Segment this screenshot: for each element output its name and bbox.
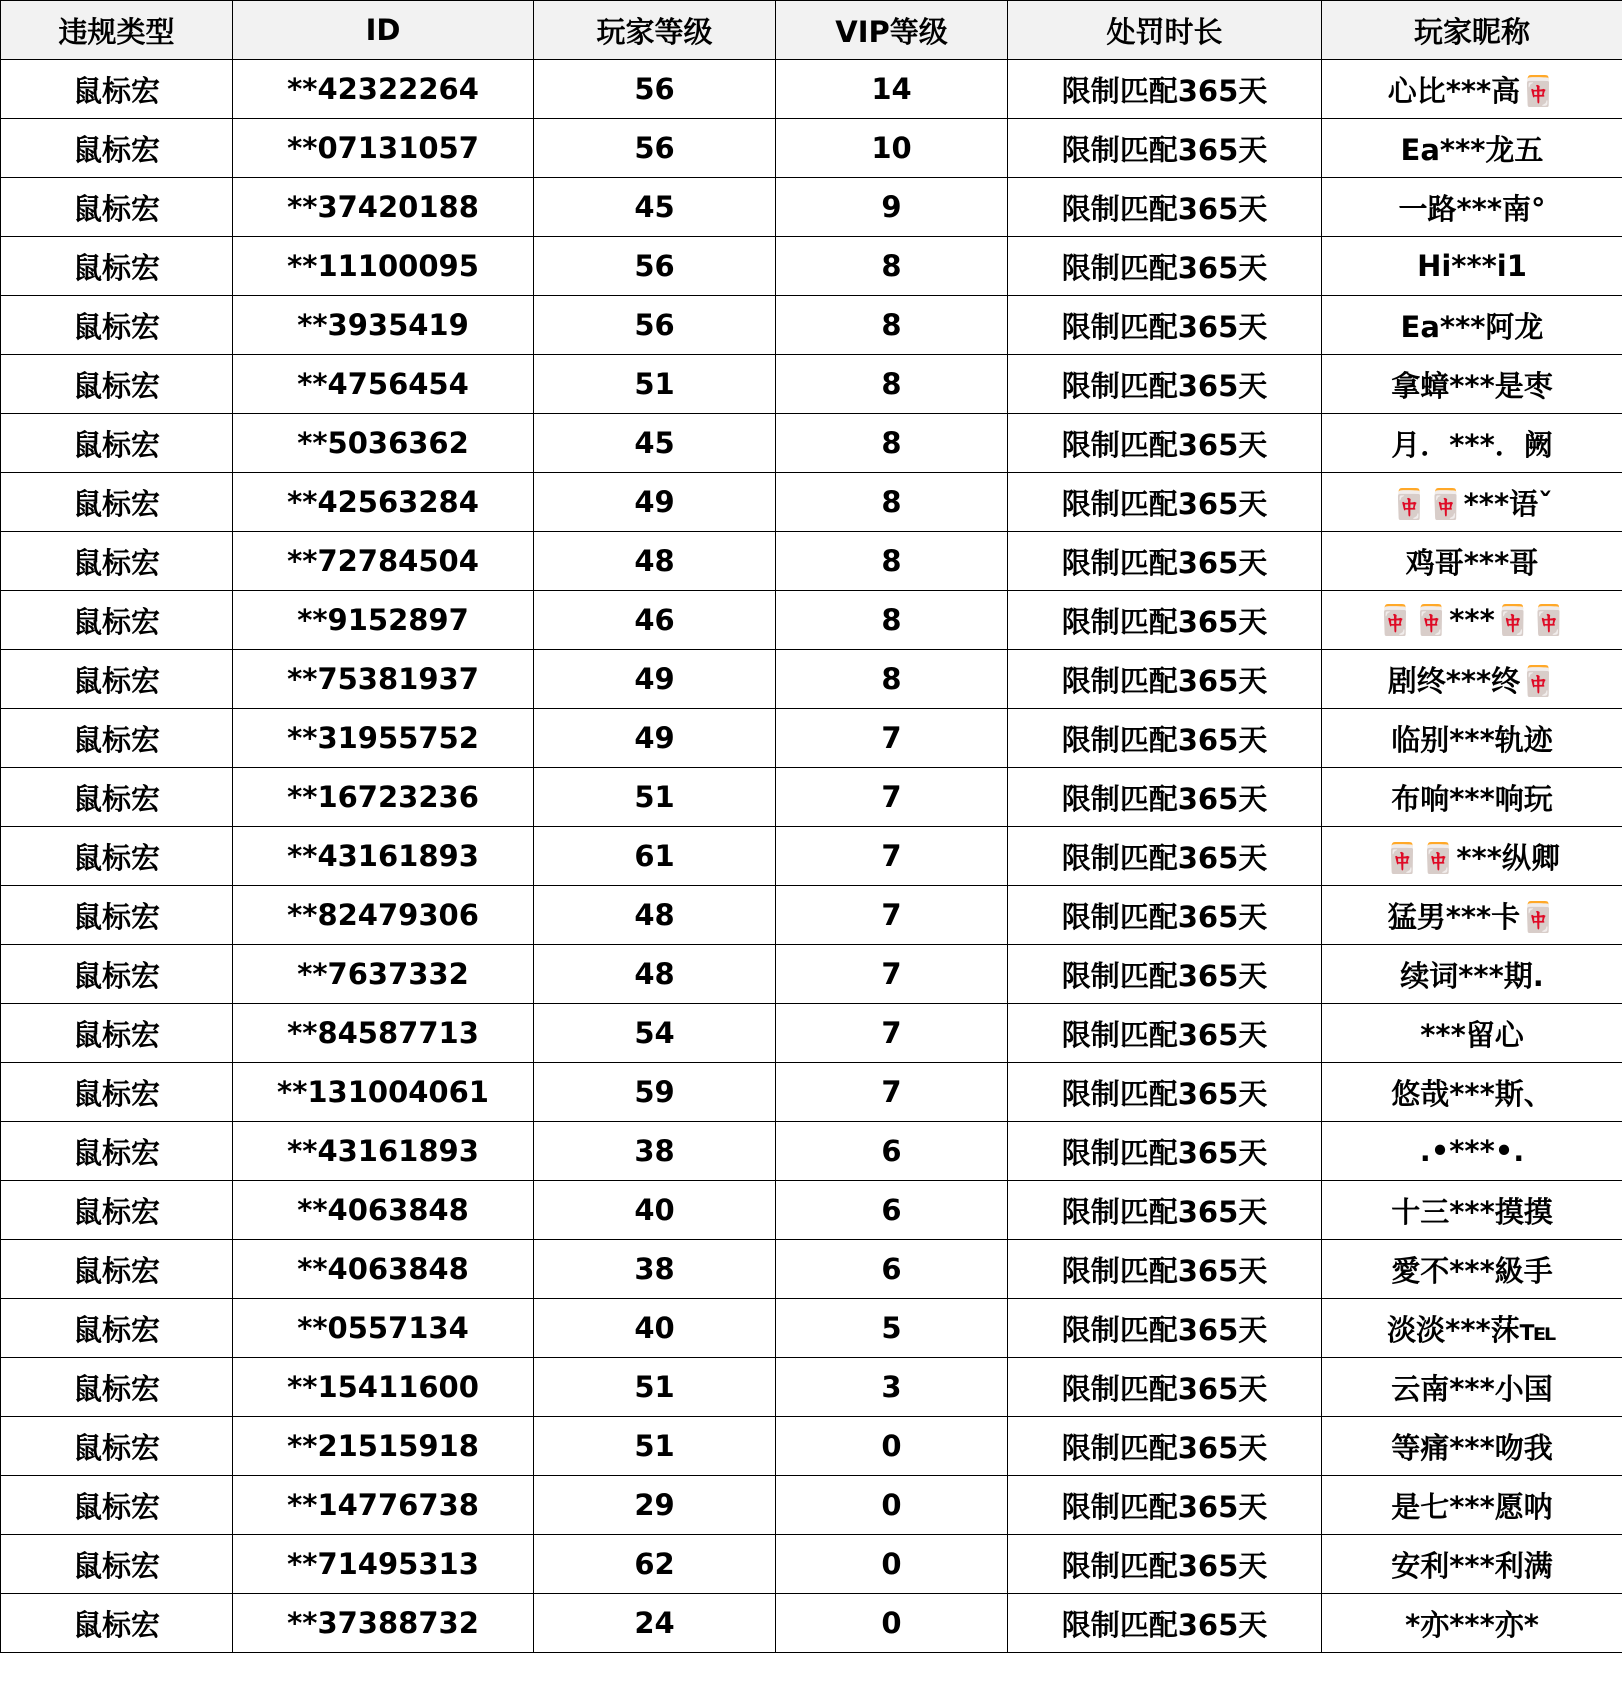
- penalty-duration-cell: 限制匹配365天: [1008, 1476, 1322, 1535]
- player-level-cell: 56: [534, 296, 776, 355]
- vip-level-cell: 8: [776, 237, 1008, 296]
- violation-type-cell: 鼠标宏: [1, 355, 233, 414]
- id-cell: **84587713: [233, 1004, 534, 1063]
- vip-level-cell: 7: [776, 886, 1008, 945]
- vip-level-cell: 7: [776, 1063, 1008, 1122]
- penalty-duration-cell: 限制匹配365天: [1008, 532, 1322, 591]
- player-level-cell: 56: [534, 237, 776, 296]
- nickname-cell: Ea***阿龙: [1322, 296, 1622, 355]
- table-row: [1, 945, 1622, 1004]
- header-row: [1, 1, 1622, 60]
- violation-type-cell: 鼠标宏: [1, 945, 233, 1004]
- penalty-duration-cell: 限制匹配365天: [1008, 119, 1322, 178]
- nickname-cell: 🀄🀄***🀄🀄: [1322, 591, 1622, 650]
- id-cell: **3935419: [233, 296, 534, 355]
- table-row: [1, 591, 1622, 650]
- nickname-cell: 一路***南°: [1322, 178, 1622, 237]
- player-level-cell: 49: [534, 650, 776, 709]
- player-level-cell: 29: [534, 1476, 776, 1535]
- table-row: [1, 1004, 1622, 1063]
- id-cell: **43161893: [233, 1122, 534, 1181]
- violation-type-cell: 鼠标宏: [1, 532, 233, 591]
- table-row: [1, 1299, 1622, 1358]
- player-level-cell: 24: [534, 1594, 776, 1653]
- player-level-cell: 48: [534, 532, 776, 591]
- id-cell: **37420188: [233, 178, 534, 237]
- player-level-cell: 61: [534, 827, 776, 886]
- nickname-cell: 心比***高🀄: [1322, 60, 1622, 119]
- vip-level-cell: 8: [776, 473, 1008, 532]
- id-cell: **9152897: [233, 591, 534, 650]
- id-cell: **42563284: [233, 473, 534, 532]
- nickname-cell: 猛男***卡🀄: [1322, 886, 1622, 945]
- violation-type-cell: 鼠标宏: [1, 591, 233, 650]
- violation-type-cell: 鼠标宏: [1, 1122, 233, 1181]
- table-row: [1, 1122, 1622, 1181]
- nickname-cell: 续词***期.: [1322, 945, 1622, 1004]
- vip-level-cell: 3: [776, 1358, 1008, 1417]
- vip-level-cell: 5: [776, 1299, 1008, 1358]
- nickname-cell: 月．***．阙: [1322, 414, 1622, 473]
- table-row: [1, 1181, 1622, 1240]
- penalty-duration-cell: 限制匹配365天: [1008, 709, 1322, 768]
- player-level-cell: 48: [534, 886, 776, 945]
- vip-level-cell: 7: [776, 709, 1008, 768]
- id-cell: **11100095: [233, 237, 534, 296]
- player-level-cell: 51: [534, 1358, 776, 1417]
- nickname-cell: 悠哉***斯、: [1322, 1063, 1622, 1122]
- vip-level-cell: 6: [776, 1181, 1008, 1240]
- penalty-duration-cell: 限制匹配365天: [1008, 473, 1322, 532]
- id-cell: **71495313: [233, 1535, 534, 1594]
- nickname-cell: 十三***摸摸: [1322, 1181, 1622, 1240]
- player-level-cell: 45: [534, 178, 776, 237]
- vip-level-cell: 7: [776, 827, 1008, 886]
- nickname-cell: ***留心: [1322, 1004, 1622, 1063]
- table-row: [1, 1594, 1622, 1653]
- penalty-duration-cell: 限制匹配365天: [1008, 1594, 1322, 1653]
- violation-type-cell: 鼠标宏: [1, 1535, 233, 1594]
- penalty-duration-cell: 限制匹配365天: [1008, 1535, 1322, 1594]
- nickname-cell: 安利***利满: [1322, 1535, 1622, 1594]
- id-cell: **43161893: [233, 827, 534, 886]
- header-player-nickname: 玩家昵称: [1322, 1, 1622, 60]
- vip-level-cell: 8: [776, 532, 1008, 591]
- table-row: [1, 119, 1622, 178]
- violation-type-cell: 鼠标宏: [1, 827, 233, 886]
- violation-type-cell: 鼠标宏: [1, 178, 233, 237]
- violation-type-cell: 鼠标宏: [1, 650, 233, 709]
- nickname-cell: 剧终***终🀄: [1322, 650, 1622, 709]
- player-level-cell: 38: [534, 1240, 776, 1299]
- table-row: [1, 355, 1622, 414]
- table-row: [1, 827, 1622, 886]
- player-level-cell: 59: [534, 1063, 776, 1122]
- vip-level-cell: 8: [776, 650, 1008, 709]
- vip-level-cell: 14: [776, 60, 1008, 119]
- violation-type-cell: 鼠标宏: [1, 1358, 233, 1417]
- violation-type-cell: 鼠标宏: [1, 60, 233, 119]
- player-level-cell: 56: [534, 119, 776, 178]
- penalty-duration-cell: 限制匹配365天: [1008, 1240, 1322, 1299]
- id-cell: **7637332: [233, 945, 534, 1004]
- penalty-duration-cell: 限制匹配365天: [1008, 414, 1322, 473]
- nickname-cell: 淡淡***莯℡: [1322, 1299, 1622, 1358]
- player-level-cell: 45: [534, 414, 776, 473]
- table-row: [1, 1476, 1622, 1535]
- penalty-duration-cell: 限制匹配365天: [1008, 827, 1322, 886]
- player-level-cell: 56: [534, 60, 776, 119]
- penalty-duration-cell: 限制匹配365天: [1008, 1063, 1322, 1122]
- vip-level-cell: 9: [776, 178, 1008, 237]
- table-body: [1, 60, 1622, 1653]
- player-level-cell: 62: [534, 1535, 776, 1594]
- table-row: [1, 473, 1622, 532]
- id-cell: **07131057: [233, 119, 534, 178]
- id-cell: **37388732: [233, 1594, 534, 1653]
- penalty-duration-cell: 限制匹配365天: [1008, 60, 1322, 119]
- penalty-duration-cell: 限制匹配365天: [1008, 1299, 1322, 1358]
- nickname-cell: Hi***i1: [1322, 237, 1622, 296]
- penalty-duration-cell: 限制匹配365天: [1008, 178, 1322, 237]
- penalty-duration-cell: 限制匹配365天: [1008, 768, 1322, 827]
- table-row: [1, 1358, 1622, 1417]
- player-level-cell: 46: [534, 591, 776, 650]
- id-cell: **31955752: [233, 709, 534, 768]
- header-player-level: 玩家等级: [534, 1, 776, 60]
- id-cell: **15411600: [233, 1358, 534, 1417]
- vip-level-cell: 0: [776, 1417, 1008, 1476]
- penalty-duration-cell: 限制匹配365天: [1008, 1358, 1322, 1417]
- violation-type-cell: 鼠标宏: [1, 414, 233, 473]
- vip-level-cell: 0: [776, 1535, 1008, 1594]
- penalty-duration-cell: 限制匹配365天: [1008, 355, 1322, 414]
- nickname-cell: 等痛***吻我: [1322, 1417, 1622, 1476]
- table-row: [1, 1417, 1622, 1476]
- table-row: [1, 296, 1622, 355]
- violation-type-cell: 鼠标宏: [1, 1476, 233, 1535]
- violation-type-cell: 鼠标宏: [1, 886, 233, 945]
- player-level-cell: 51: [534, 1417, 776, 1476]
- nickname-cell: 🀄🀄***语ˇ: [1322, 473, 1622, 532]
- nickname-cell: 布响***响玩: [1322, 768, 1622, 827]
- id-cell: **4063848: [233, 1181, 534, 1240]
- id-cell: **75381937: [233, 650, 534, 709]
- nickname-cell: 云南***小国: [1322, 1358, 1622, 1417]
- penalty-duration-cell: 限制匹配365天: [1008, 1181, 1322, 1240]
- player-level-cell: 51: [534, 768, 776, 827]
- vip-level-cell: 6: [776, 1122, 1008, 1181]
- id-cell: **72784504: [233, 532, 534, 591]
- violation-type-cell: 鼠标宏: [1, 473, 233, 532]
- penalty-duration-cell: 限制匹配365天: [1008, 1417, 1322, 1476]
- player-level-cell: 40: [534, 1181, 776, 1240]
- nickname-cell: 鸡哥***哥: [1322, 532, 1622, 591]
- penalty-duration-cell: 限制匹配365天: [1008, 650, 1322, 709]
- id-cell: **4063848: [233, 1240, 534, 1299]
- id-cell: **0557134: [233, 1299, 534, 1358]
- vip-level-cell: 10: [776, 119, 1008, 178]
- vip-level-cell: 7: [776, 1004, 1008, 1063]
- vip-level-cell: 8: [776, 414, 1008, 473]
- nickname-cell: 🀄🀄***纵卿: [1322, 827, 1622, 886]
- violation-type-cell: 鼠标宏: [1, 1063, 233, 1122]
- nickname-cell: 临别***轨迹: [1322, 709, 1622, 768]
- vip-level-cell: 0: [776, 1476, 1008, 1535]
- violation-type-cell: 鼠标宏: [1, 1240, 233, 1299]
- penalty-duration-cell: 限制匹配365天: [1008, 1122, 1322, 1181]
- player-level-cell: 51: [534, 355, 776, 414]
- violation-type-cell: 鼠标宏: [1, 1299, 233, 1358]
- penalty-duration-cell: 限制匹配365天: [1008, 237, 1322, 296]
- player-level-cell: 49: [534, 473, 776, 532]
- table-row: [1, 709, 1622, 768]
- header-penalty-duration: 处罚时长: [1008, 1, 1322, 60]
- id-cell: **131004061: [233, 1063, 534, 1122]
- table-row: [1, 1240, 1622, 1299]
- table-row: [1, 768, 1622, 827]
- header-vip-level: VIP等级: [776, 1, 1008, 60]
- nickname-cell: 拿蟑***是枣: [1322, 355, 1622, 414]
- header-id: ID: [233, 1, 534, 60]
- violation-type-cell: 鼠标宏: [1, 1417, 233, 1476]
- player-level-cell: 48: [534, 945, 776, 1004]
- penalty-duration-cell: 限制匹配365天: [1008, 296, 1322, 355]
- violation-type-cell: 鼠标宏: [1, 1004, 233, 1063]
- vip-level-cell: 8: [776, 355, 1008, 414]
- id-cell: **16723236: [233, 768, 534, 827]
- table-row: [1, 1063, 1622, 1122]
- violation-type-cell: 鼠标宏: [1, 709, 233, 768]
- nickname-cell: Ea***龙五: [1322, 119, 1622, 178]
- vip-level-cell: 7: [776, 945, 1008, 1004]
- id-cell: **14776738: [233, 1476, 534, 1535]
- id-cell: **21515918: [233, 1417, 534, 1476]
- vip-level-cell: 8: [776, 296, 1008, 355]
- table-row: [1, 237, 1622, 296]
- vip-level-cell: 6: [776, 1240, 1008, 1299]
- table-row: [1, 886, 1622, 945]
- table-row: [1, 532, 1622, 591]
- player-level-cell: 49: [534, 709, 776, 768]
- header-violation-type: 违规类型: [1, 1, 233, 60]
- penalty-duration-cell: 限制匹配365天: [1008, 1004, 1322, 1063]
- nickname-cell: 是七***愿呐: [1322, 1476, 1622, 1535]
- table-row: [1, 414, 1622, 473]
- penalty-duration-cell: 限制匹配365天: [1008, 945, 1322, 1004]
- vip-level-cell: 7: [776, 768, 1008, 827]
- player-level-cell: 54: [534, 1004, 776, 1063]
- violation-type-cell: 鼠标宏: [1, 768, 233, 827]
- penalty-duration-cell: 限制匹配365天: [1008, 886, 1322, 945]
- violation-type-cell: 鼠标宏: [1, 296, 233, 355]
- vip-level-cell: 8: [776, 591, 1008, 650]
- penalty-duration-cell: 限制匹配365天: [1008, 591, 1322, 650]
- violation-type-cell: 鼠标宏: [1, 119, 233, 178]
- id-cell: **5036362: [233, 414, 534, 473]
- violation-type-cell: 鼠标宏: [1, 237, 233, 296]
- vip-level-cell: 0: [776, 1594, 1008, 1653]
- id-cell: **4756454: [233, 355, 534, 414]
- id-cell: **82479306: [233, 886, 534, 945]
- id-cell: **42322264: [233, 60, 534, 119]
- violation-type-cell: 鼠标宏: [1, 1594, 233, 1653]
- table-row: [1, 60, 1622, 119]
- nickname-cell: *亦***亦*: [1322, 1594, 1622, 1653]
- player-level-cell: 38: [534, 1122, 776, 1181]
- table-row: [1, 650, 1622, 709]
- violation-type-cell: 鼠标宏: [1, 1181, 233, 1240]
- table-row: [1, 1535, 1622, 1594]
- table-row: [1, 178, 1622, 237]
- nickname-cell: 愛不***級手: [1322, 1240, 1622, 1299]
- nickname-cell: .•***•.: [1322, 1122, 1622, 1181]
- player-level-cell: 40: [534, 1299, 776, 1358]
